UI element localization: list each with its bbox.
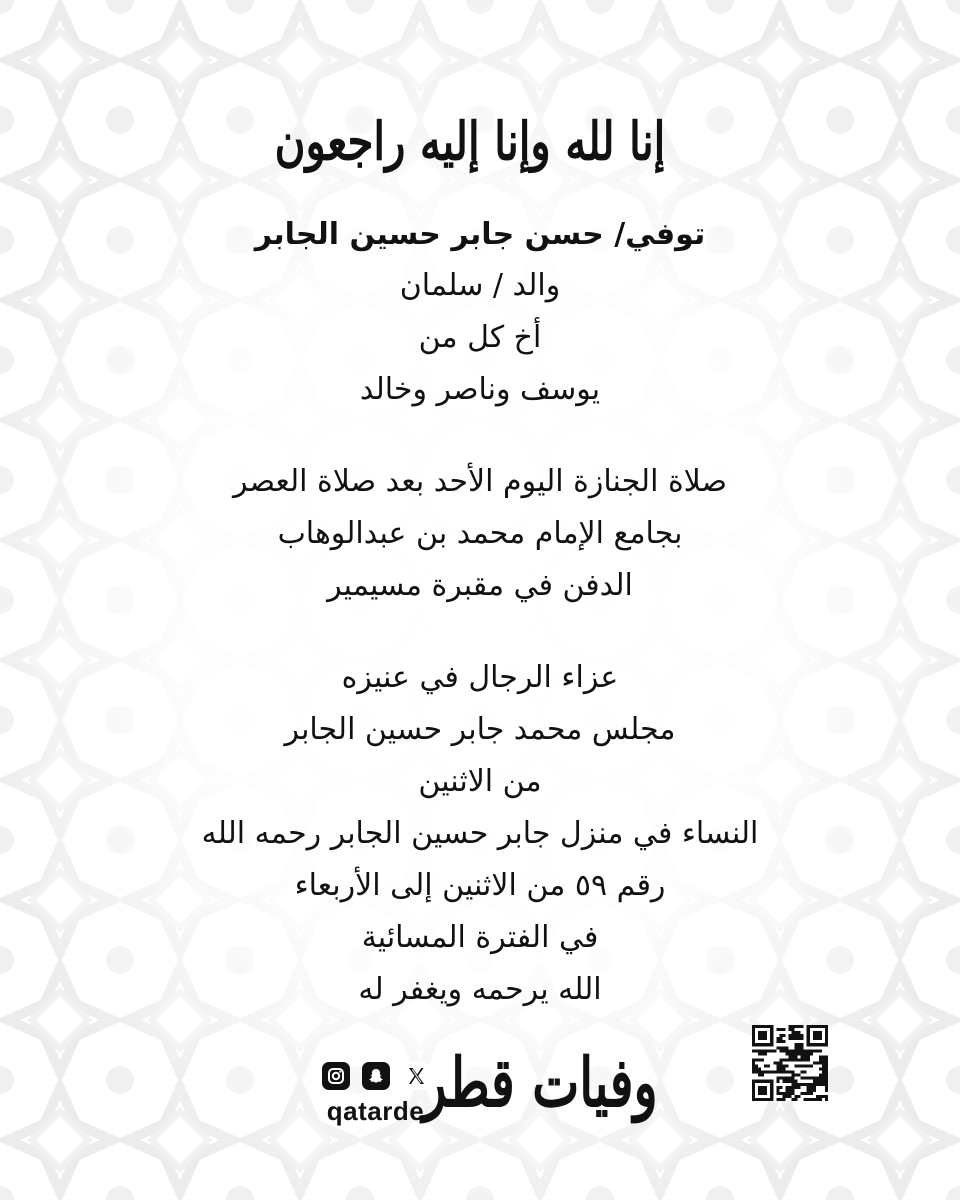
mosque-line: بجامع الإمام محمد بن عبدالوهاب bbox=[277, 516, 683, 551]
quran-calligraphy bbox=[274, 96, 666, 186]
calligraphy-text: إنا لله وإنا إليه راجعون bbox=[274, 110, 666, 172]
logo-text: وفيات قطر bbox=[422, 1042, 658, 1122]
women-time-line: في الفترة المسائية bbox=[361, 920, 599, 955]
men-condolence-line: عزاء الرجال في عنيزه bbox=[341, 660, 619, 695]
qr-code[interactable] bbox=[752, 1025, 828, 1101]
burial-line: الدفن في مقبرة مسيمير bbox=[327, 568, 633, 603]
obituary-text bbox=[0, 210, 960, 1016]
spacer bbox=[0, 612, 960, 652]
snapchat-icon[interactable] bbox=[362, 1062, 390, 1090]
women-condolence-line: النساء في منزل جابر حسين الجابر رحمه الله bbox=[201, 816, 759, 851]
instagram-icon[interactable] bbox=[322, 1062, 350, 1090]
deceased-name: توفي/ حسن جابر حسين الجابر bbox=[254, 217, 706, 252]
brothers-names: يوسف وناصر وخالد bbox=[359, 372, 601, 407]
brother-of-label: أخ كل من bbox=[418, 320, 542, 355]
father-of-line: والد / سلمان bbox=[399, 268, 561, 303]
spacer bbox=[0, 416, 960, 456]
brand-logo bbox=[422, 1015, 658, 1150]
women-house-line: رقم ٥٩ من الاثنين إلى الأربعاء bbox=[294, 868, 666, 903]
men-from-line: من الاثنين bbox=[418, 764, 542, 799]
closing-prayer-line: الله يرحمه ويغفر له bbox=[358, 972, 602, 1007]
funeral-prayer-line: صلاة الجنازة اليوم الأحد بعد صلاة العصر bbox=[232, 464, 728, 499]
men-majlis-line: مجلس محمد جابر حسين الجابر bbox=[284, 712, 676, 747]
brand-handle[interactable]: qatarde bbox=[326, 1096, 425, 1126]
